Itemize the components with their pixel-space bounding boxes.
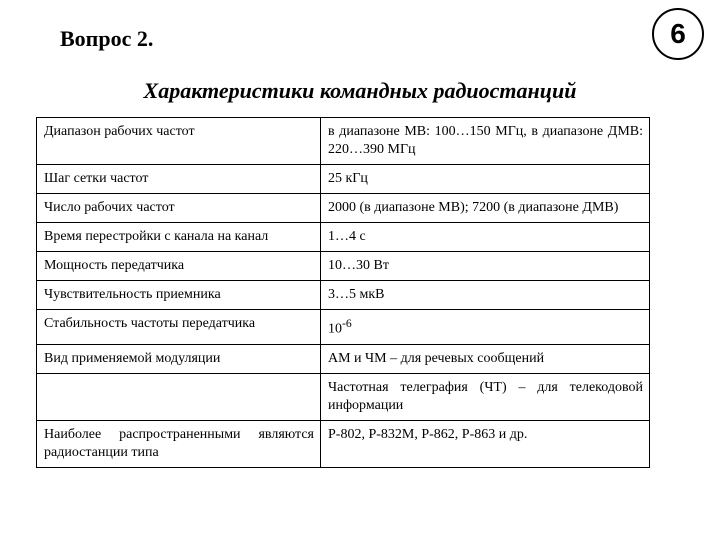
question-heading: Вопрос 2. xyxy=(60,26,154,51)
table-row xyxy=(37,252,650,281)
row-value xyxy=(321,310,650,345)
row-label: Наиболее распространенными являются радиостанции типа xyxy=(37,420,321,467)
table-row xyxy=(37,420,650,467)
table-row xyxy=(37,310,650,345)
row-value: 3…5 мкВ xyxy=(321,281,650,310)
table-row xyxy=(37,223,650,252)
table-row xyxy=(37,373,650,420)
row-value: 1…4 с xyxy=(321,223,650,252)
row-value: 25 кГц xyxy=(321,165,650,194)
table-row xyxy=(37,194,650,223)
row-label: Вид применяемой модуляции xyxy=(37,344,321,373)
row-label: Шаг сетки частот xyxy=(37,165,321,194)
value-exponent: -6 xyxy=(342,317,352,330)
row-label: Чувствительность приемника xyxy=(37,281,321,310)
page-title: Характеристики командных радиостанций xyxy=(143,78,577,103)
row-value: 10…30 Вт xyxy=(321,252,650,281)
characteristics-table xyxy=(36,117,650,468)
row-label: Время перестройки с канала на канал xyxy=(37,223,321,252)
table-row xyxy=(37,281,650,310)
row-value: в диапазоне МВ: 100…150 МГц, в диапазоне ДМВ: 220…390 МГц xyxy=(321,118,650,165)
row-value: Частотная телеграфия (ЧТ) – для телекодовой информации xyxy=(321,373,650,420)
row-value: 2000 (в диапазоне МВ); 7200 (в диапазоне ДМВ) xyxy=(321,194,650,223)
table-row xyxy=(37,344,650,373)
row-value: АМ и ЧМ – для речевых сообщений xyxy=(321,344,650,373)
row-label: Стабильность частоты передатчика xyxy=(37,310,321,345)
table-row xyxy=(37,118,650,165)
slide-number-badge: 6 xyxy=(652,8,704,60)
row-value: Р-802, Р-832М, Р-862, Р-863 и др. xyxy=(321,420,650,467)
row-label: Число рабочих частот xyxy=(37,194,321,223)
value-base: 10 xyxy=(328,321,342,337)
row-label: Мощность передатчика xyxy=(37,252,321,281)
table-row xyxy=(37,165,650,194)
row-label xyxy=(37,373,321,420)
row-label: Диапазон рабочих частот xyxy=(37,118,321,165)
